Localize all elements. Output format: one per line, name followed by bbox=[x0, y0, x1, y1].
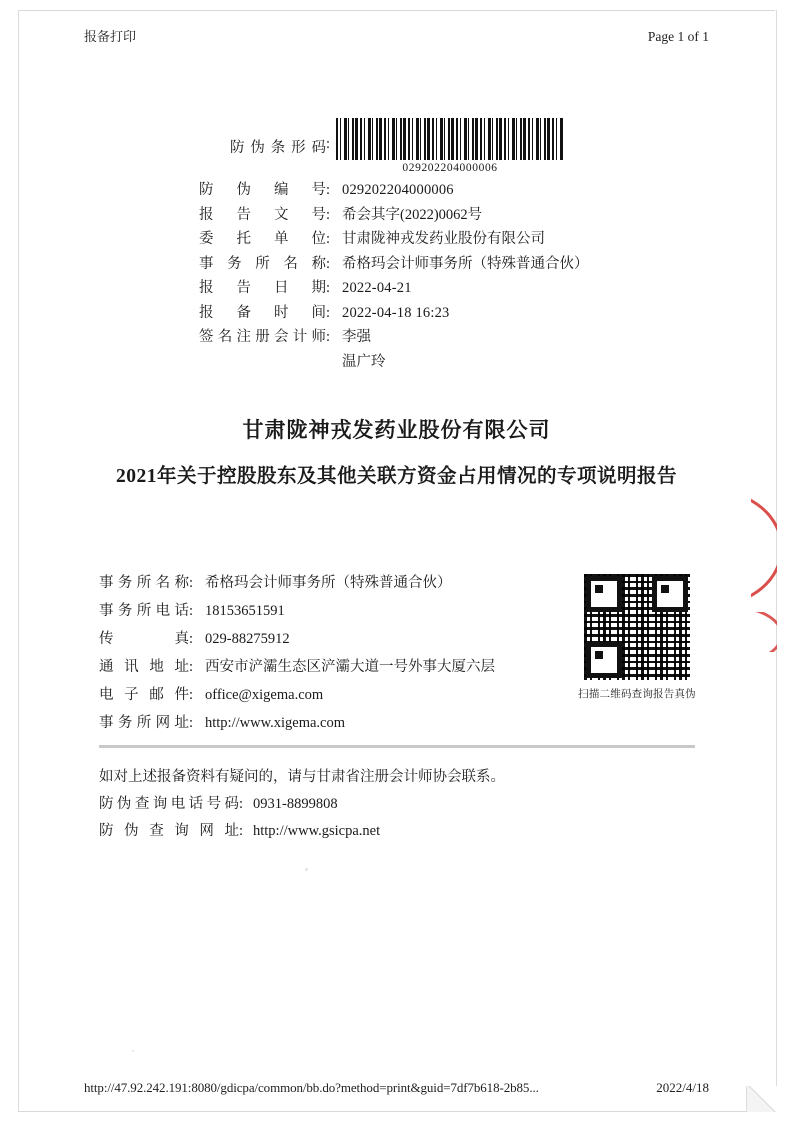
qr-eye-top-left bbox=[586, 576, 622, 612]
contact-label: 事务所名称 bbox=[99, 575, 189, 591]
page-edge-left bbox=[18, 10, 19, 1112]
notes-row bbox=[99, 822, 659, 840]
meta-label: 防伪编号 bbox=[199, 182, 326, 198]
meta-colon: : bbox=[326, 329, 331, 345]
print-footer-date: 2022/4/18 bbox=[656, 1080, 709, 1095]
contact-row bbox=[99, 714, 529, 733]
contact-colon: : bbox=[189, 715, 194, 731]
notes-label: 防伪查询网址 bbox=[99, 823, 239, 839]
meta-label: 委托单位 bbox=[199, 231, 326, 247]
contact-row bbox=[99, 630, 529, 649]
meta-value-report-number: 希会其字(2022)0062号 bbox=[342, 206, 483, 223]
seal-arc bbox=[751, 490, 777, 600]
scan-artifact bbox=[305, 868, 308, 871]
meta-row bbox=[199, 255, 619, 273]
print-page-indicator: Page 1 of 1 bbox=[647, 29, 709, 44]
print-header bbox=[84, 26, 709, 45]
contact-value-fax: 029-88275912 bbox=[205, 631, 290, 647]
red-seal-fragment-icon bbox=[751, 490, 777, 600]
contact-label: 电子邮件 bbox=[99, 687, 189, 703]
meta-label: 报告日期 bbox=[199, 280, 326, 296]
page-corner-fold bbox=[746, 1086, 777, 1112]
meta-row bbox=[199, 304, 619, 322]
contact-label: 事务所网址 bbox=[99, 715, 189, 731]
meta-row bbox=[199, 279, 619, 297]
notes-colon: : bbox=[239, 796, 244, 812]
barcode-colon: : bbox=[326, 136, 331, 152]
notes-value-website: http://www.gsicpa.net bbox=[253, 823, 381, 839]
print-header-title: 报备打印 bbox=[84, 29, 137, 44]
meta-value-anti-counterfeit-number: 029202204000006 bbox=[342, 182, 454, 198]
scan-artifact bbox=[132, 1050, 134, 1052]
anti-counterfeit-barcode-row bbox=[230, 118, 564, 174]
qr-verification-block bbox=[576, 574, 698, 701]
contact-label: 事务所电话 bbox=[99, 603, 189, 619]
contact-value-email: office@xigema.com bbox=[205, 687, 324, 703]
page-edge-top bbox=[18, 10, 775, 11]
notes-label: 防伪查询电话号码 bbox=[99, 796, 239, 812]
print-footer bbox=[84, 1080, 709, 1096]
document-company-name: 甘肃陇神戎发药业股份有限公司 bbox=[242, 418, 551, 442]
meta-value-signing-cpa-2: 温广玲 bbox=[342, 353, 386, 370]
contact-value-address: 西安市浐灞生态区浐灞大道一号外事大厦六层 bbox=[205, 659, 495, 675]
meta-colon: : bbox=[326, 206, 331, 223]
notes-value-hotline: 0931-8899808 bbox=[253, 796, 338, 812]
seal-arc-secondary bbox=[755, 612, 777, 652]
contact-colon: : bbox=[189, 603, 194, 619]
notes-colon: : bbox=[239, 823, 244, 839]
meta-value-client: 甘肃陇神戎发药业股份有限公司 bbox=[342, 231, 545, 247]
qr-eye-bottom-left bbox=[586, 642, 622, 678]
contact-value-phone: 18153651591 bbox=[205, 603, 285, 619]
contact-colon: : bbox=[189, 687, 194, 703]
meta-value-signing-cpa-1: 李强 bbox=[342, 329, 371, 345]
contact-value-firm-name: 希格玛会计师事务所（特殊普通合伙） bbox=[205, 575, 452, 591]
meta-row bbox=[199, 230, 619, 248]
contact-row bbox=[99, 686, 529, 705]
qr-code-icon bbox=[584, 574, 690, 680]
meta-label: 报备时间 bbox=[199, 304, 326, 321]
barcode-icon bbox=[336, 118, 564, 160]
firm-contact-block bbox=[99, 574, 529, 742]
notes-row bbox=[99, 795, 659, 813]
contact-row bbox=[99, 658, 529, 677]
verification-notes bbox=[99, 768, 659, 849]
contact-colon: : bbox=[189, 631, 194, 647]
document-title: 2021年关于控股股东及其他关联方资金占用情况的专项说明报告 bbox=[115, 466, 677, 487]
meta-row bbox=[199, 181, 619, 199]
qr-eye-top-right bbox=[652, 576, 688, 612]
qr-caption: 扫描二维码查询报告真伪 bbox=[578, 689, 696, 700]
contact-label: 传真 bbox=[99, 631, 189, 647]
meta-label: 签名注册会计师 bbox=[199, 329, 326, 345]
meta-colon: : bbox=[326, 255, 331, 272]
meta-row bbox=[199, 353, 619, 371]
meta-value-firm-name: 希格玛会计师事务所（特殊普通合伙） bbox=[342, 255, 589, 272]
page-edge-bottom bbox=[18, 1111, 777, 1112]
barcode-graphic-wrap bbox=[336, 118, 564, 174]
contact-row bbox=[99, 602, 529, 621]
meta-value-filing-time: 2022-04-18 16:23 bbox=[342, 304, 450, 321]
barcode-number: 029202204000006 bbox=[402, 162, 498, 174]
report-meta-list bbox=[199, 181, 619, 377]
contact-value-website: http://www.xigema.com bbox=[205, 715, 346, 731]
meta-row bbox=[199, 206, 619, 224]
meta-colon: : bbox=[326, 304, 331, 321]
meta-label: 报告文号 bbox=[199, 206, 326, 223]
contact-colon: : bbox=[189, 659, 194, 675]
notes-intro: 如对上述报备资料有疑问的，请与甘肃省注册会计师协会联系。 bbox=[99, 769, 505, 785]
meta-value-report-date: 2022-04-21 bbox=[342, 280, 412, 296]
section-divider bbox=[99, 745, 695, 748]
contact-row bbox=[99, 574, 529, 593]
contact-colon: : bbox=[189, 575, 194, 591]
meta-colon: : bbox=[326, 182, 331, 198]
print-footer-url: http://47.92.242.191:8080/gdicpa/common/bb.do?method=print&guid=7df7b618-2b85... bbox=[84, 1080, 539, 1095]
red-seal-fragment-secondary-icon bbox=[755, 612, 777, 652]
meta-colon: : bbox=[326, 231, 331, 247]
meta-label: 事务所名称 bbox=[199, 255, 326, 272]
barcode-label: 防伪条形码 bbox=[230, 140, 326, 156]
meta-colon: : bbox=[326, 280, 331, 296]
meta-row bbox=[199, 328, 619, 346]
contact-label: 通讯地址 bbox=[99, 659, 189, 675]
